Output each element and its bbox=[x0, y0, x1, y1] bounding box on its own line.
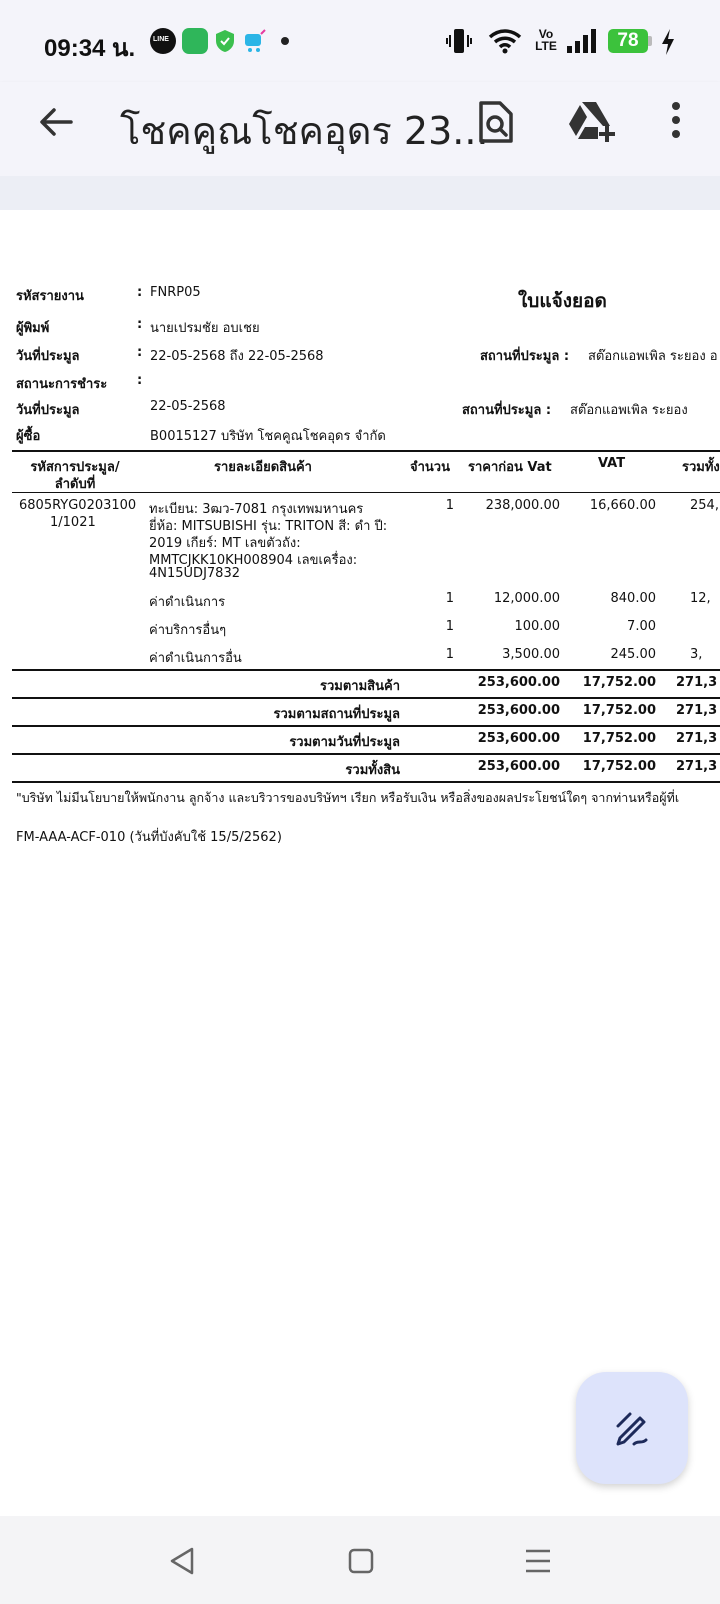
summary-label: รวมตามวันที่ประมูล bbox=[289, 735, 400, 750]
table-top-border bbox=[12, 450, 720, 452]
summary-label: รวมตามสถานที่ประมูล bbox=[273, 707, 400, 722]
th-price: ราคาก่อน Vat bbox=[468, 460, 552, 475]
form-code: FM-AAA-ACF-010 (วันที่บังคับใช้ 15/5/2562) bbox=[16, 830, 282, 845]
summary-price: 253,600.00 bbox=[477, 731, 560, 746]
fee-qty: 1 bbox=[445, 591, 454, 606]
status-time: 09:34 น. bbox=[44, 35, 136, 62]
summary-total: 271,3 bbox=[676, 731, 718, 746]
th-qty: จำนวน bbox=[410, 460, 450, 475]
summary-total: 271,3 bbox=[676, 759, 718, 774]
edit-fab-button[interactable] bbox=[576, 1372, 688, 1484]
report-title: ใบแจ้งยอด bbox=[518, 290, 607, 312]
shield-icon bbox=[212, 28, 238, 54]
summary-vat: 17,752.00 bbox=[582, 703, 656, 718]
nav-back-icon[interactable] bbox=[168, 1546, 196, 1576]
drive-add-icon[interactable] bbox=[568, 100, 618, 142]
summary-vat: 17,752.00 bbox=[582, 759, 656, 774]
summary-price: 253,600.00 bbox=[477, 675, 560, 690]
header-label-auction-date-range: วันที่ประมูล bbox=[16, 349, 80, 364]
item-detail-line: 4N15UDJ7832 bbox=[149, 566, 240, 581]
th-detail: รายละเอียดสินค้า bbox=[214, 460, 312, 475]
pen-edit-icon bbox=[612, 1408, 652, 1448]
fee-price: 100.00 bbox=[514, 619, 560, 634]
fee-name: ค่าดำเนินการ bbox=[149, 595, 226, 610]
wifi-icon bbox=[488, 28, 522, 54]
item-detail-line: MMTCJKK10KH008904 เลขเครื่อง: bbox=[149, 553, 358, 568]
header-sep: : bbox=[137, 285, 143, 300]
document-page bbox=[0, 210, 720, 1516]
nav-menu-icon[interactable] bbox=[524, 1547, 552, 1575]
location-label-2: สถานที่ประมูล : bbox=[462, 403, 552, 418]
header-label-printer: ผู้พิมพ์ bbox=[16, 321, 50, 336]
fee-name: ค่าดำเนินการอื่น bbox=[149, 651, 242, 666]
item-qty: 1 bbox=[445, 498, 454, 513]
header-value-printer: นายเปรมชัย อบเชย bbox=[150, 321, 260, 336]
header-label-report-code: รหัสรายงาน bbox=[16, 289, 84, 304]
vibrate-icon bbox=[446, 27, 472, 55]
volte-indicator bbox=[534, 28, 558, 52]
table-header-border bbox=[12, 492, 720, 493]
volte-vo: Vo bbox=[538, 27, 554, 41]
header-label-auction-date: วันที่ประมูล bbox=[16, 403, 80, 418]
summary-border bbox=[12, 781, 720, 783]
fee-name: ค่าบริการอื่นๆ bbox=[149, 623, 227, 638]
status-bar bbox=[0, 0, 720, 82]
summary-label: รวมทั้งสิน bbox=[345, 763, 400, 778]
battery-cap bbox=[648, 36, 652, 46]
summary-label: รวมตามสินค้า bbox=[320, 679, 400, 694]
summary-border bbox=[12, 669, 720, 671]
th-code-line2: ลำดับที่ bbox=[54, 477, 96, 492]
signal-icon bbox=[566, 28, 598, 54]
location-value-2: สต๊อกแอพเพิล ระยอง bbox=[570, 403, 688, 418]
system-nav-bar bbox=[0, 1516, 720, 1604]
back-arrow-icon[interactable] bbox=[38, 104, 74, 140]
item-total: 254, bbox=[690, 498, 719, 513]
item-price: 238,000.00 bbox=[485, 498, 560, 513]
footer-note: "บริษัท ไม่มีนโยบายให้พนักงาน ลูกจ้าง และบริวารของบริษัทฯ เรียก หรือรับเงิน หรือสิ่งของผลประโยชน์ใดๆ จากท่านหรือผู้ที่เ bbox=[16, 790, 680, 805]
nav-home-icon[interactable] bbox=[348, 1547, 374, 1575]
fee-vat: 840.00 bbox=[610, 591, 656, 606]
th-code-line1: รหัสการประมูล/ bbox=[30, 460, 120, 475]
summary-vat: 17,752.00 bbox=[582, 675, 656, 690]
summary-vat: 17,752.00 bbox=[582, 731, 656, 746]
header-sep: : bbox=[137, 345, 143, 360]
fee-price: 3,500.00 bbox=[502, 647, 560, 662]
more-options-icon[interactable] bbox=[668, 100, 684, 140]
notification-dot-icon bbox=[281, 37, 289, 45]
cart-app-icon bbox=[242, 28, 268, 54]
header-value-auction-date-range: 22-05-2568 ถึง 22-05-2568 bbox=[150, 349, 324, 364]
line-icon-label: LINE bbox=[153, 36, 169, 43]
fee-vat: 7.00 bbox=[627, 619, 656, 634]
item-vat: 16,660.00 bbox=[589, 498, 656, 513]
summary-border bbox=[12, 753, 720, 755]
th-total: รวมทั้ง bbox=[682, 460, 720, 475]
fee-price: 12,000.00 bbox=[493, 591, 560, 606]
item-code-line1: 6805RYG0203100 bbox=[19, 498, 137, 513]
header-label-payment-status: สถานะการชำระ bbox=[16, 377, 108, 392]
volte-lte: LTE bbox=[535, 39, 557, 53]
summary-price: 253,600.00 bbox=[477, 703, 560, 718]
summary-border bbox=[12, 725, 720, 727]
charging-icon bbox=[660, 28, 676, 56]
item-code-line2: 1/1021 bbox=[50, 515, 96, 530]
fee-qty: 1 bbox=[445, 647, 454, 662]
fee-vat: 245.00 bbox=[610, 647, 656, 662]
th-vat: VAT bbox=[598, 456, 626, 471]
header-sep: : bbox=[137, 317, 143, 332]
header-label-buyer: ผู้ซื้อ bbox=[16, 429, 41, 444]
battery-level: 78 bbox=[617, 30, 639, 51]
document-search-icon[interactable] bbox=[478, 100, 514, 144]
shop-app-icon bbox=[182, 28, 208, 54]
location-label-1: สถานที่ประมูล : bbox=[480, 349, 570, 364]
document-top-margin bbox=[0, 176, 720, 210]
fee-qty: 1 bbox=[445, 619, 454, 634]
fee-total: 12, bbox=[690, 591, 711, 606]
document-title: โชคคูณโชคอุดร 23... bbox=[120, 109, 489, 153]
summary-border bbox=[12, 697, 720, 699]
header-value-report-code: FNRP05 bbox=[150, 285, 201, 300]
battery-icon bbox=[608, 29, 648, 53]
summary-total: 271,3 bbox=[676, 675, 718, 690]
summary-price: 253,600.00 bbox=[477, 759, 560, 774]
summary-total: 271,3 bbox=[676, 703, 718, 718]
header-value-buyer: B0015127 บริษัท โชคคูณโชคอุดร จำกัด bbox=[150, 429, 386, 444]
item-detail-line: ทะเบียน: 3ฒว-7081 กรุงเทพมหานคร bbox=[149, 502, 364, 517]
fee-total: 3, bbox=[690, 647, 703, 662]
item-detail-line: 2019 เกียร์: MT เลขตัวถัง: bbox=[149, 536, 301, 551]
header-sep: : bbox=[137, 373, 143, 388]
location-value-1: สต๊อกแอพเพิล ระยอง อ bbox=[588, 349, 718, 364]
item-detail-line: ยี่ห้อ: MITSUBISHI รุ่น: TRITON สี: ดำ ปี: bbox=[149, 519, 388, 534]
header-value-auction-date: 22-05-2568 bbox=[150, 399, 226, 414]
line-app-icon bbox=[150, 28, 176, 54]
